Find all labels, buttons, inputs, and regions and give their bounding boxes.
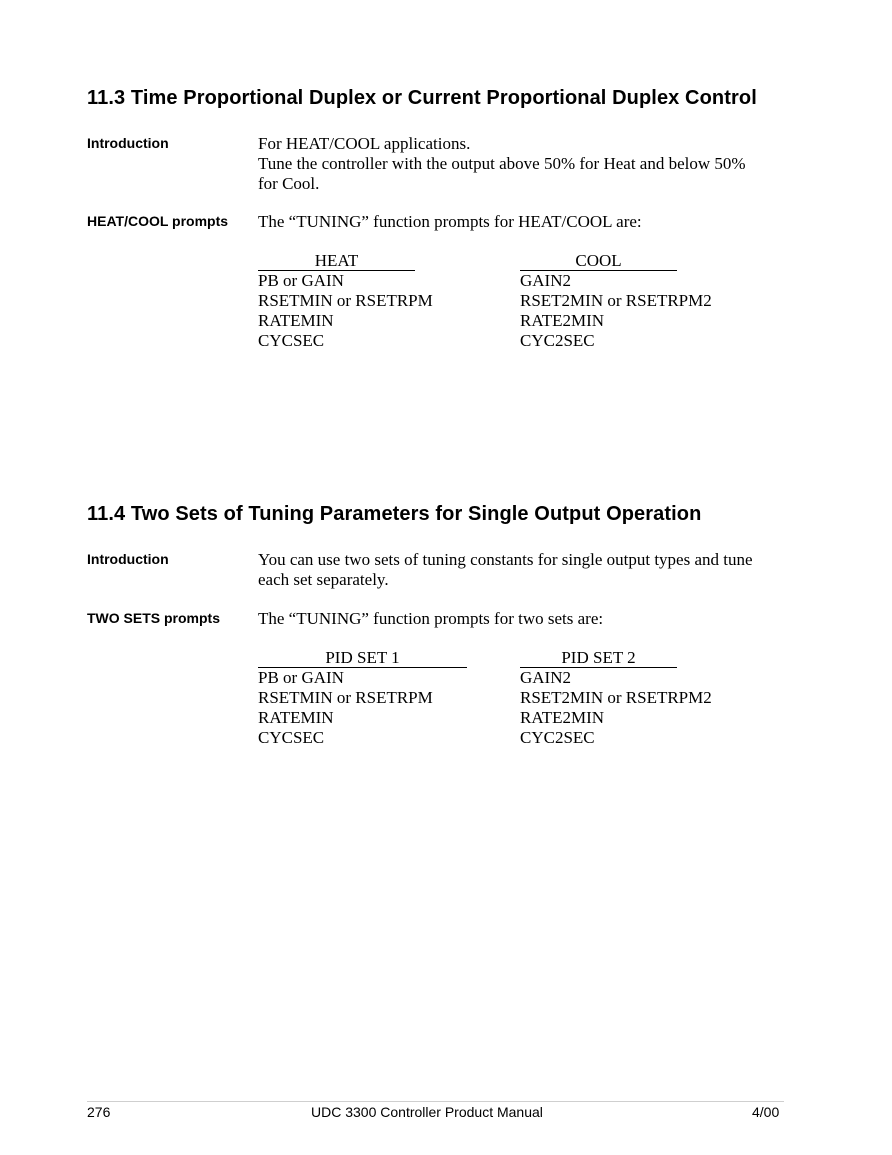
intro-line: For HEAT/COOL applications.	[258, 134, 471, 153]
footer-page-number: 276	[87, 1104, 111, 1120]
section-11-4-heading: 11.4 Two Sets of Tuning Parameters for Single Output Operation	[87, 503, 702, 525]
footer-title: UDC 3300 Controller Product Manual	[311, 1104, 543, 1120]
cool-item: RATE2MIN	[520, 311, 605, 330]
pid-set-1-item: PB or GAIN	[258, 668, 344, 687]
section-11-3-intro-text	[258, 134, 746, 194]
section-11-4-intro-label: Introduction	[87, 551, 169, 567]
section-11-4-intro-text	[258, 550, 753, 590]
heat-item: RATEMIN	[258, 311, 334, 330]
heat-item: PB or GAIN	[258, 271, 344, 290]
pid-set-2-column	[520, 648, 712, 748]
pid-set-1-item: RATEMIN	[258, 708, 334, 727]
heat-cool-prompts-label: HEAT/COOL prompts	[87, 213, 229, 229]
pid-set-1-item: RSETMIN or RSETRPM	[258, 688, 433, 707]
heat-item: RSETMIN or RSETRPM	[258, 291, 433, 310]
intro-line: for Cool.	[258, 174, 320, 193]
pid-set-2-item: RATE2MIN	[520, 708, 605, 727]
pid-set-2-item: GAIN2	[520, 668, 571, 687]
cool-column	[520, 251, 712, 351]
two-sets-prompts-label: TWO SETS prompts	[87, 610, 220, 626]
pid-set-1-item: CYCSEC	[258, 728, 325, 747]
heat-column	[258, 251, 433, 351]
cool-item: RSET2MIN or RSETRPM2	[520, 291, 712, 310]
section-11-3-intro-label: Introduction	[87, 135, 169, 151]
intro-line: You can use two sets of tuning constants for single output types and tune	[258, 550, 753, 569]
pid-set-2-item: CYC2SEC	[520, 728, 595, 747]
heat-column-header: HEAT	[258, 251, 415, 271]
heat-cool-prompts-text: The “TUNING” function prompts for HEAT/COOL are:	[258, 212, 642, 231]
section-11-3-heading: 11.3 Time Proportional Duplex or Current Proportional Duplex Control	[87, 87, 757, 109]
intro-line: Tune the controller with the output above 50% for Heat and below 50%	[258, 154, 746, 173]
pid-set-2-header: PID SET 2	[520, 648, 677, 668]
heat-item: CYCSEC	[258, 331, 325, 350]
pid-set-1-header: PID SET 1	[258, 648, 467, 668]
footer-date: 4/00	[752, 1104, 780, 1120]
cool-item: GAIN2	[520, 271, 571, 290]
pid-set-2-item: RSET2MIN or RSETRPM2	[520, 688, 712, 707]
intro-line: each set separately.	[258, 570, 389, 589]
cool-column-header: COOL	[520, 251, 677, 271]
pid-set-1-column	[258, 648, 467, 748]
cool-item: CYC2SEC	[520, 331, 595, 350]
footer-divider	[87, 1101, 784, 1102]
two-sets-prompts-text: The “TUNING” function prompts for two sets are:	[258, 609, 604, 628]
